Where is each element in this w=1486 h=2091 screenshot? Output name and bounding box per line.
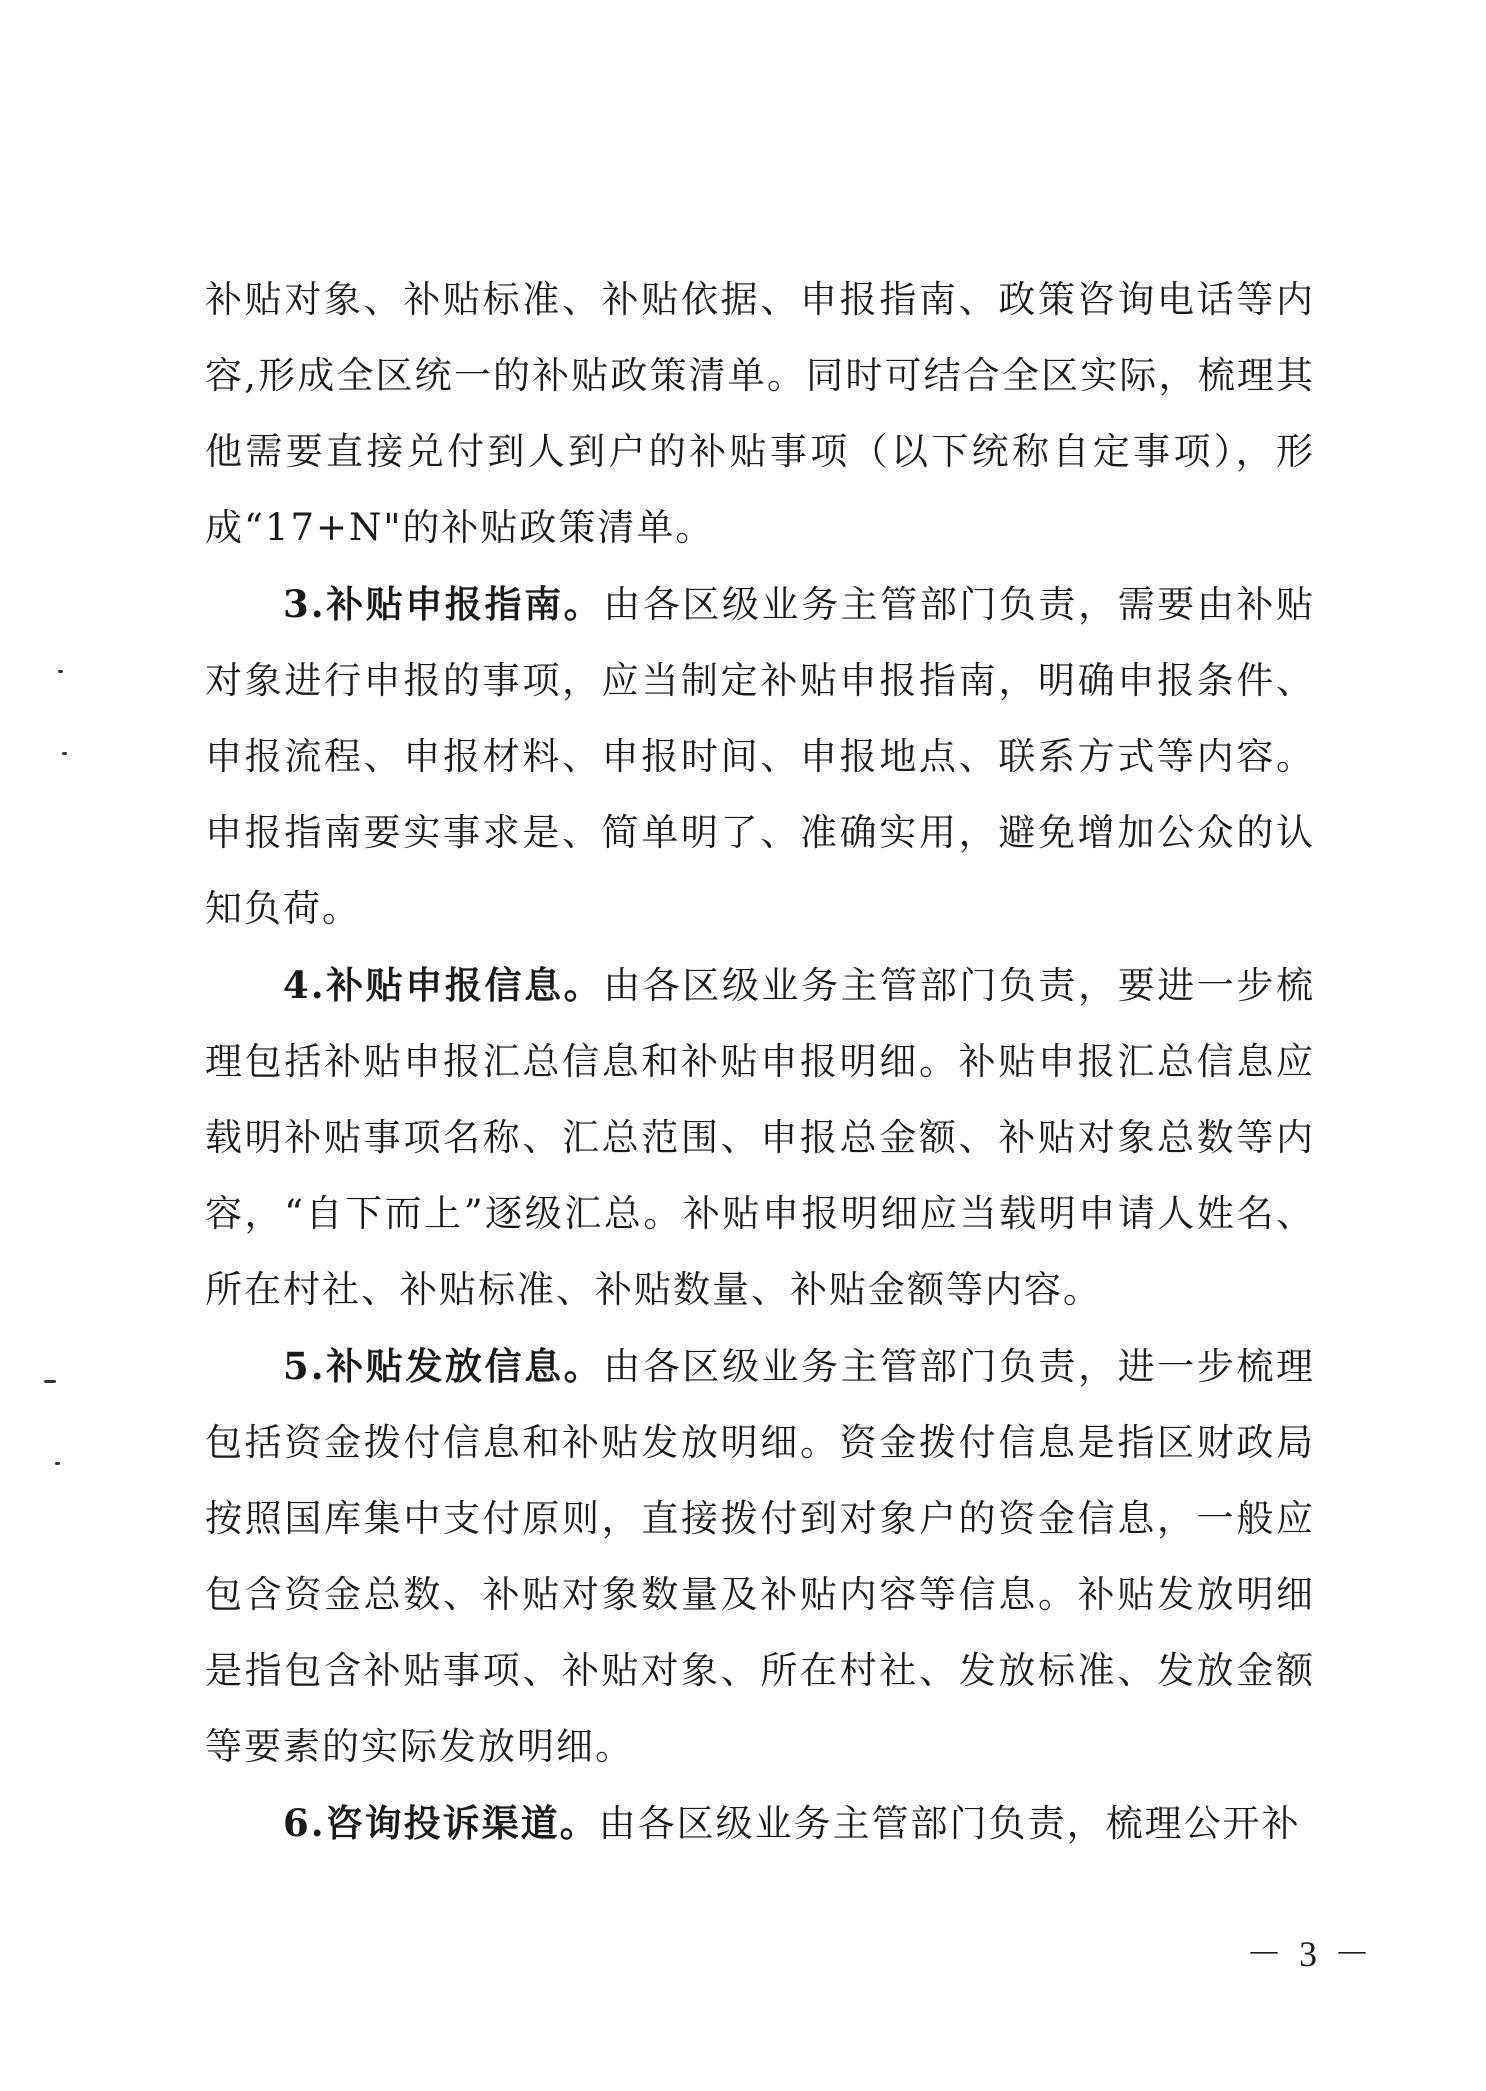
paragraph-text: 补贴对象、补贴标准、补贴依据、申报指南、政策咨询电话等内容,形成全区统一的补贴政策清单。同时可结合全区实际，梳理其他需要直接兑付到人到户的补贴事项（以下统称自定事项），形成“17+N"的补贴政策清单。 bbox=[205, 278, 1315, 549]
paragraph-subsidy-guide bbox=[205, 566, 1315, 947]
paragraph-heading: 5.补贴发放信息。 bbox=[283, 1344, 604, 1388]
paragraph-distribution-info bbox=[205, 1328, 1315, 1785]
scan-speck bbox=[55, 1462, 60, 1465]
paragraph-heading: 4.补贴申报信息。 bbox=[283, 963, 604, 1007]
paragraph-heading: 6.咨询投诉渠道。 bbox=[283, 1801, 599, 1845]
paragraph-text: 由各区级业务主管部门负责，梳理公开补 bbox=[598, 1802, 1301, 1845]
paragraph-heading: 3.补贴申报指南。 bbox=[283, 582, 604, 626]
paragraph-text: 由各区级业务主管部门负责，要进一步梳理包括补贴申报汇总信息和补贴申报明细。补贴申报汇总信息应载明补贴事项名称、汇总范围、申报总金额、补贴对象总数等内容，“自下而上”逐级汇总。补贴申报明细应当载明申请人姓名、所在村社、补贴标准、补贴数量、补贴金额等内容。 bbox=[205, 964, 1315, 1311]
page-number: － 3 － bbox=[1246, 1934, 1375, 1974]
paragraph-application-info bbox=[205, 947, 1315, 1328]
paragraph-text: 由各区级业务主管部门负责，进一步梳理包括资金拨付信息和补贴发放明细。资金拨付信息是指区财政局按照国库集中支付原则，直接拨付到对象户的资金信息，一般应包含资金总数、补贴对象数量及补贴内容等信息。补贴发放明细是指包含补贴事项、补贴对象、所在村社、发放标准、发放金额等要素的实际发放明细。 bbox=[205, 1345, 1315, 1768]
paragraph-text: 由各区级业务主管部门负责，需要由补贴对象进行申报的事项，应当制定补贴申报指南，明确申报条件、申报流程、申报材料、申报时间、申报地点、联系方式等内容。申报指南要实事求是、简单明了、准确实用，避免增加公众的认知负荷。 bbox=[205, 583, 1315, 930]
scan-speck bbox=[44, 1380, 56, 1383]
scan-speck bbox=[62, 752, 67, 755]
paragraph-continuation bbox=[205, 262, 1315, 566]
paragraph-complaint-channel bbox=[205, 1785, 1315, 1862]
scan-speck bbox=[58, 670, 63, 673]
body-text bbox=[205, 262, 1315, 1862]
